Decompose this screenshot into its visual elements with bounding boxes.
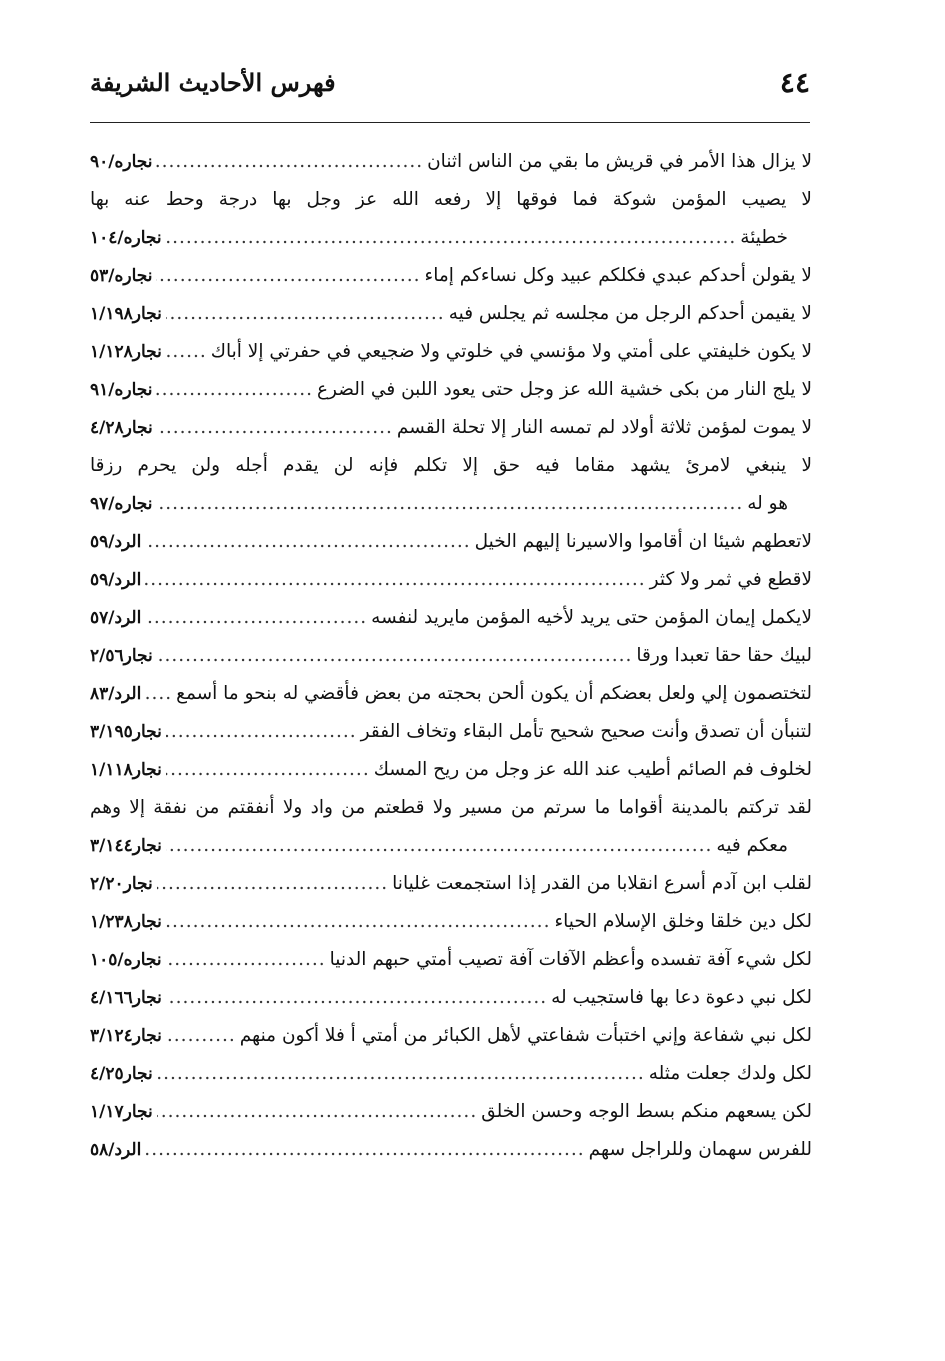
index-entry	[90, 789, 812, 865]
index-entry	[90, 1017, 812, 1055]
hadith-text-continuation: هو له	[747, 493, 788, 514]
hadith-text: لا يكون خليفتي على أمتي ولا مؤنسي في خلوتي ولا ضجيعي في حفرتي إلا أباك	[210, 341, 812, 362]
leader-dots	[156, 143, 423, 181]
hadith-text: لقد تركتم بالمدينة أقواما ما سرتم من مسير ولا قطعتم من واد ولا أنفقتم من نفقة إلا وهم	[90, 797, 812, 818]
index-entry	[90, 979, 812, 1017]
hadith-text: لكل ولدك جعلت مثله	[648, 1063, 812, 1084]
hadith-reference: نجار١/١٩٨	[90, 304, 162, 324]
hadith-index-list	[90, 143, 812, 1169]
leader-dots	[157, 1055, 645, 1093]
hadith-text: لا يلج النار من بكى خشية الله عز وجل حتى يعود اللبن في الضرع	[316, 379, 812, 400]
leader-dots	[166, 827, 713, 865]
hadith-reference: الرد/٨٣	[90, 684, 142, 704]
hadith-text: لكل دين خلقا وخلق الإسلام الحياء	[554, 911, 812, 932]
index-entry	[90, 447, 812, 523]
leader-dots	[166, 903, 551, 941]
hadith-reference: الرد/٥٩	[90, 532, 142, 552]
index-entry	[90, 675, 812, 713]
hadith-text: لا يقيمن أحدكم الرجل من مجلسه ثم يجلس فيه	[448, 303, 812, 324]
index-entry	[90, 865, 812, 903]
hadith-reference: نجار١/١٧	[90, 1102, 153, 1122]
index-entry	[90, 1055, 812, 1093]
hadith-text: لا يموت لمؤمن ثلاثة أولاد لم تمسه النار إلا تحلة القسم	[396, 417, 812, 438]
hadith-text: لكل نبي دعوة دعا بها فاستجيب له	[551, 987, 812, 1008]
hadith-text: لا ينبغي لامرئ يشهد مقاما فيه حق إلا تكلم فإنه لن يقدم أجله ولن يحرم رزقا	[90, 455, 812, 476]
hadith-text: لا يقولن أحدكم عبدي فكلكم عبيد وكل نساءكم إماء	[424, 265, 812, 286]
index-entry	[90, 295, 812, 333]
leader-dots	[157, 637, 633, 675]
index-entry	[90, 637, 812, 675]
index-entry	[90, 1131, 812, 1169]
header-rule	[90, 122, 810, 123]
leader-dots	[145, 675, 172, 713]
leader-dots	[166, 333, 207, 371]
hadith-text: لخلوف فم الصائم أطيب عند الله عز وجل من ريح المسك	[373, 759, 812, 780]
hadith-reference: نجار٤/١٦٦	[90, 988, 162, 1008]
leader-dots	[166, 941, 326, 979]
leader-dots	[166, 751, 370, 789]
index-entry	[90, 561, 812, 599]
hadith-text: للفرس سهمان وللراجل سهم	[588, 1139, 812, 1160]
hadith-text: لقلب ابن آدم أسرع انقلابا من القدر إذا استجمعت غليانا	[392, 873, 812, 894]
hadith-text: لتختصمون إلي ولعل بعضكم أن يكون ألحن بحجته من بعض فأقضي له بنحو ما أسمع	[176, 683, 812, 704]
hadith-reference: نجار١/١١٨	[90, 760, 162, 780]
hadith-reference: نجار٣/١٢٤	[90, 1026, 162, 1046]
leader-dots	[166, 295, 445, 333]
hadith-reference: نجاره/٩٧	[90, 494, 153, 514]
hadith-text: لكل نبي شفاعة وإني اختبأت شفاعتي لأهل الكبائر من أمتي أ فلا أكون منهم	[239, 1025, 812, 1046]
leader-dots	[145, 523, 470, 561]
hadith-text: لاتعطهم شيئا ان أقاموا والاسيرنا إليهم الخيل	[474, 531, 812, 552]
leader-dots	[166, 1017, 236, 1055]
hadith-reference: نجار٤/٢٨	[90, 418, 153, 438]
leader-dots	[156, 485, 743, 523]
hadith-text-continuation: معكم فيه	[716, 835, 788, 856]
index-entry	[90, 599, 812, 637]
index-entry	[90, 181, 812, 257]
leader-dots	[145, 561, 645, 599]
index-entry	[90, 1093, 812, 1131]
index-entry	[90, 333, 812, 371]
hadith-text: لا يزال هذا الأمر في قريش ما بقي من الناس اثنان	[427, 151, 812, 172]
leader-dots	[157, 1093, 477, 1131]
hadith-reference: نجار١/٢٣٨	[90, 912, 162, 932]
index-entry	[90, 143, 812, 181]
hadith-reference: نجاره/٩١	[90, 380, 153, 400]
leader-dots	[157, 865, 388, 903]
hadith-reference: الرد/٥٧	[90, 608, 142, 628]
page-header	[90, 62, 810, 110]
index-entry	[90, 257, 812, 295]
hadith-text: لبيك حقا حقا تعبدا ورقا	[636, 645, 812, 666]
index-entry	[90, 409, 812, 447]
leader-dots	[166, 219, 737, 257]
hadith-reference: نجاره/١٠٥	[90, 950, 162, 970]
leader-dots	[145, 1131, 584, 1169]
hadith-reference: نجاره/٩٠	[90, 152, 153, 172]
hadith-text-continuation: خطيئة	[740, 227, 788, 248]
index-entry	[90, 713, 812, 751]
hadith-reference: نجار٤/٢٥	[90, 1064, 153, 1084]
hadith-reference: نجار٢/٢٠	[90, 874, 153, 894]
hadith-reference: نجار١/١٢٨	[90, 342, 162, 362]
hadith-reference: نجاره/٥٣	[90, 266, 153, 286]
hadith-reference: نجار٣/١٤٤	[90, 836, 162, 856]
running-title: فهرس الأحاديث الشريفة	[90, 68, 336, 97]
index-entry	[90, 523, 812, 561]
page-number: ٤٤	[779, 66, 810, 99]
hadith-text: لا يصيب المؤمن شوكة فما فوقها إلا رفعه الله عز وجل بها درجة وحط عنه بها	[90, 189, 812, 210]
index-entry	[90, 751, 812, 789]
leader-dots	[157, 409, 393, 447]
index-entry	[90, 941, 812, 979]
hadith-text: لكل شيء آفة تفسده وأعظم الآفات آفة تصيب أمتي حبهم الدنيا	[329, 949, 812, 970]
hadith-reference: الرد/٥٩	[90, 570, 142, 590]
index-entry	[90, 371, 812, 409]
hadith-reference: الرد/٥٨	[90, 1140, 142, 1160]
hadith-reference: نجار٢/٥٦	[90, 646, 153, 666]
hadith-reference: نجار٣/١٩٥	[90, 722, 162, 742]
leader-dots	[166, 979, 547, 1017]
leader-dots	[156, 257, 420, 295]
leader-dots	[145, 599, 367, 637]
hadith-text: لتنبأن أن تصدق وأنت صحيح شحيح تأمل البقاء وتخاف الفقر	[360, 721, 812, 742]
leader-dots	[166, 713, 357, 751]
hadith-text: لايكمل إيمان المؤمن حتى يريد لأخيه المؤمن مايريد لنفسه	[371, 607, 812, 628]
hadith-text: لكن يسعهم منكم بسط الوجه وحسن الخلق	[481, 1101, 812, 1122]
hadith-text: لاقطع في ثمر ولا كثر	[649, 569, 812, 590]
leader-dots	[156, 371, 313, 409]
hadith-reference: نجاره/١٠٤	[90, 228, 162, 248]
index-entry	[90, 903, 812, 941]
